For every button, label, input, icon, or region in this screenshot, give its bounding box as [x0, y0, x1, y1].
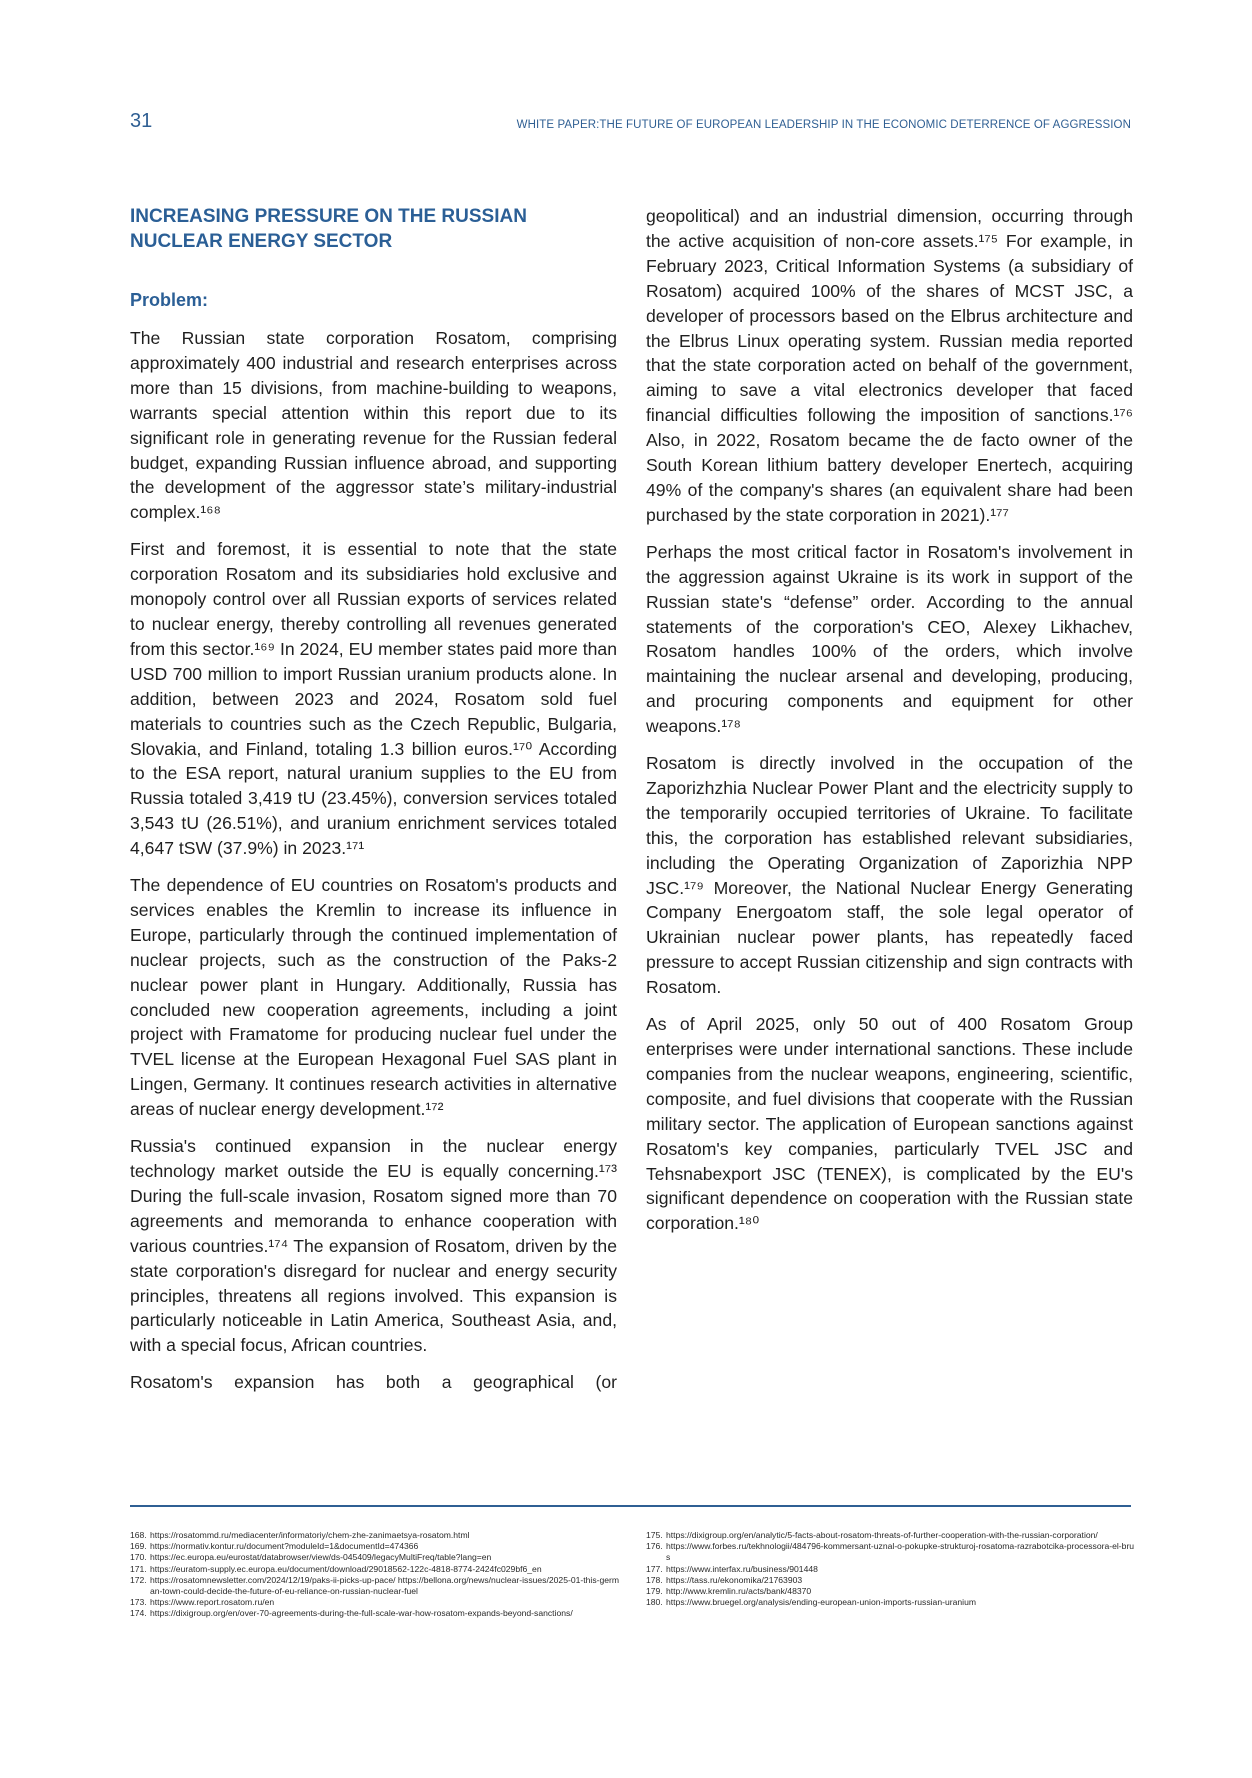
running-header: WHITE PAPER:THE FUTURE OF EUROPEAN LEADERSHIP IN THE ECONOMIC DETERRENCE OF AGGRESSION: [516, 119, 1131, 131]
footnote: [130, 1597, 620, 1608]
footnote-number: 169.: [130, 1541, 147, 1552]
footnote-link[interactable]: https://ec.europa.eu/eurostat/databrowser/view/ds-045409/legacyMultiFreq/table?lang=en: [150, 1552, 492, 1563]
body-paragraph: First and foremost, it is essential to note that the state corporation Rosatom and its subsidiaries hold exclusive and monopoly control over all Russian exports of services related to nuclear energy, thereby controlling all revenues generated from this sector.¹⁶⁹ In 2024, EU member states paid more than USD 700 million to import Russian uranium products alone. In addition, between 2023 and 2024, Rosatom sold fuel materials to countries such as the Czech Republic, Bulgaria, Slovakia, and Finland, totaling 1.3 billion euros.¹⁷⁰ According to the ESA report, natural uranium supplies to the EU from Russia totaled 3,419 tU (23.45%), conversion services totaled 3,543 tU (26.51%), and uranium enrichment services totaled 4,647 tSW (37.9%) in 2023.¹⁷¹: [130, 539, 617, 859]
footnote-link[interactable]: https://www.forbes.ru/tekhnologii/484796-kommersant-uznal-o-pokupke-strukturoj-rosatoma-razrabotcika-processora-el-brus: [666, 1541, 1135, 1563]
footnote: [130, 1564, 620, 1575]
footnote-link[interactable]: https://www.report.rosatom.ru/en: [150, 1597, 275, 1608]
right-column: [646, 204, 1133, 1248]
footnote-number: 176.: [646, 1541, 663, 1552]
body-paragraph: The Russian state corporation Rosatom, comprising approximately 400 industrial and research enterprises across more than 15 divisions, from machine-building to weapons, warrants special attention within this report due to its significant role in generating revenue for the Russian federal budget, expanding Russian influence abroad, and supporting the development of the aggressor state’s military-industrial complex.¹⁶⁸: [130, 328, 617, 523]
body-paragraph: Russia's continued expansion in the nuclear energy technology market outside the EU is equally concerning.¹⁷³ During the full-scale invasion, Rosatom signed more than 70 agreements and memoranda to enhance cooperation with various countries.¹⁷⁴ The expansion of Rosatom, driven by the state corporation's disregard for nuclear and energy security principles, threatens all regions involved. This expansion is particularly noticeable in Latin America, Southeast Asia, and, with a special focus, African countries.: [130, 1136, 617, 1356]
footnote-link[interactable]: https://tass.ru/ekonomika/21763903: [666, 1574, 803, 1585]
footnote-number: 172.: [130, 1574, 147, 1585]
footnote-number: 171.: [130, 1563, 147, 1574]
body-paragraph: Perhaps the most critical factor in Rosatom's involvement in the aggression against Ukraine is its work in support of the Russian state's “defense” order. According to the annual statements of the corporation's CEO, Alexey Likhachev, Rosatom handles 100% of the orders, which involve maintaining the nuclear arsenal and developing, producing, and procuring components and equipment for other weapons.¹⁷⁸: [646, 541, 1133, 737]
footnote-number: 175.: [646, 1530, 663, 1540]
footnote: [130, 1552, 620, 1563]
footnote-link[interactable]: http://www.kremlin.ru/acts/bank/48370: [666, 1586, 812, 1597]
footnote-number: 179.: [646, 1586, 663, 1597]
body-paragraph: Rosatom's expansion has both a geographical (or: [130, 1372, 617, 1393]
body-paragraph: geopolitical) and an industrial dimension, occurring through the active acquisition of non-core assets.¹⁷⁵ For example, in February 2023, Critical Information Systems (a subsidiary of Rosatom) acquired 100% of the shares of MCST JSC, a developer of processors based on the Elbrus architecture and the Elbrus Linux operating system. Russian media reported that the state corporation acted on behalf of the government, aiming to save a vital electronics developer that faced financial difficulties following the imposition of sanctions.¹⁷⁶ Also, in 2022, Rosatom became the de facto owner of the South Korean lithium battery developer Enertech, acquiring 49% of the company's shares (an equivalent share had been purchased by the state corporation in 2021).¹⁷⁷: [646, 206, 1133, 525]
footnotes-right: [646, 1530, 1136, 1608]
footnote-link[interactable]: https://rosatommd.ru/mediacenter/informatoriy/chem-zhe-zanimaetsya-rosatom.html: [150, 1530, 470, 1540]
footnote-number: 170.: [130, 1552, 147, 1563]
footnote-number: 174.: [130, 1608, 147, 1619]
footnote-number: 177.: [646, 1563, 663, 1574]
footnote: [646, 1541, 1136, 1563]
footnote-divider: [130, 1505, 1131, 1507]
footnote: [130, 1575, 620, 1597]
footnote: [130, 1530, 620, 1541]
body-paragraph: The dependence of EU countries on Rosatom's products and services enables the Kremlin to increase its influence in Europe, particularly through the continued implementation of nuclear projects, such as the construction of the Paks-2 nuclear power plant in Hungary. Additionally, Russia has concluded new cooperation agreements, including a joint project with Framatome for producing nuclear fuel under the TVEL license at the European Hexagonal Fuel SAS plant in Lingen, Germany. It continues research activities in alternative areas of nuclear energy development.¹⁷²: [130, 875, 617, 1120]
body-paragraph: Rosatom is directly involved in the occupation of the Zaporizhzhia Nuclear Power Plant and the electricity supply to the temporarily occupied territories of Ukraine. To facilitate this, the corporation has established relevant subsidiaries, including the Operating Organization of Zaporizhia NPP JSC.¹⁷⁹ Moreover, the National Nuclear Energy Generating Company Energoatom staff, the sole legal operator of Ukrainian nuclear power plants, has repeatedly faced pressure to accept Russian citizenship and sign contracts with Rosatom.: [646, 753, 1133, 998]
footnote: [646, 1564, 1136, 1575]
footnote-link[interactable]: https://www.bruegel.org/analysis/ending-european-union-imports-russian-uranium: [666, 1597, 977, 1608]
footnote: [646, 1575, 1136, 1586]
footnote-number: 180.: [646, 1597, 663, 1608]
page-number: 31: [130, 110, 153, 132]
footnote: [646, 1586, 1136, 1597]
footnote: [130, 1608, 620, 1619]
footnote-number: 168.: [130, 1530, 147, 1540]
footnote-link[interactable]: https://www.interfax.ru/business/901448: [666, 1563, 818, 1574]
footnote: [646, 1530, 1136, 1541]
footnote-link[interactable]: https://rosatomnewsletter.com/2024/12/19/paks-ii-picks-up-pace/ https://bellona.org/news/nuclear-issues/2025-01-this-german-town-could-decide-the-future-of-eu-reliance-on-russian-nuclear-fuel: [150, 1574, 620, 1597]
problem-subheading: Problem:: [130, 290, 209, 310]
body-paragraph: As of April 2025, only 50 out of 400 Rosatom Group enterprises were under international sanctions. These include companies from the nuclear weapons, engineering, scientific, composite, and fuel divisions that cooperate with the Russian military sector. The application of European sanctions against Rosatom's key companies, particularly TVEL JSC and Tehsnabexport JSC (TENEX), is complicated by the EU's significant dependence on cooperation with the Russian state corporation.¹⁸⁰: [646, 1014, 1133, 1234]
footnote-link[interactable]: https://normativ.kontur.ru/document?moduleId=1&documentId=474366: [150, 1541, 419, 1552]
footnote-number: 173.: [130, 1597, 147, 1608]
footnote: [646, 1597, 1136, 1608]
footnote-link[interactable]: https://euratom-supply.ec.europa.eu/document/download/29018562-122c-4818-8774-2424fc029bf6_en: [150, 1563, 542, 1574]
footnote: [130, 1541, 620, 1552]
section-title: INCREASING PRESSURE ON THE RUSSIAN NUCLEAR ENERGY SECTOR: [130, 206, 527, 252]
footnote-link[interactable]: https://dixigroup.org/en/analytic/5-facts-about-rosatom-threats-of-further-cooperation-with-the-russian-corporation/: [666, 1530, 1098, 1540]
footnote-number: 178.: [646, 1574, 663, 1585]
footnotes-left: [130, 1530, 620, 1620]
footnote-link[interactable]: https://dixigroup.org/en/over-70-agreements-during-the-full-scale-war-how-rosatom-expands-beyond-sanctions/: [150, 1608, 573, 1619]
left-column: [130, 204, 617, 1407]
